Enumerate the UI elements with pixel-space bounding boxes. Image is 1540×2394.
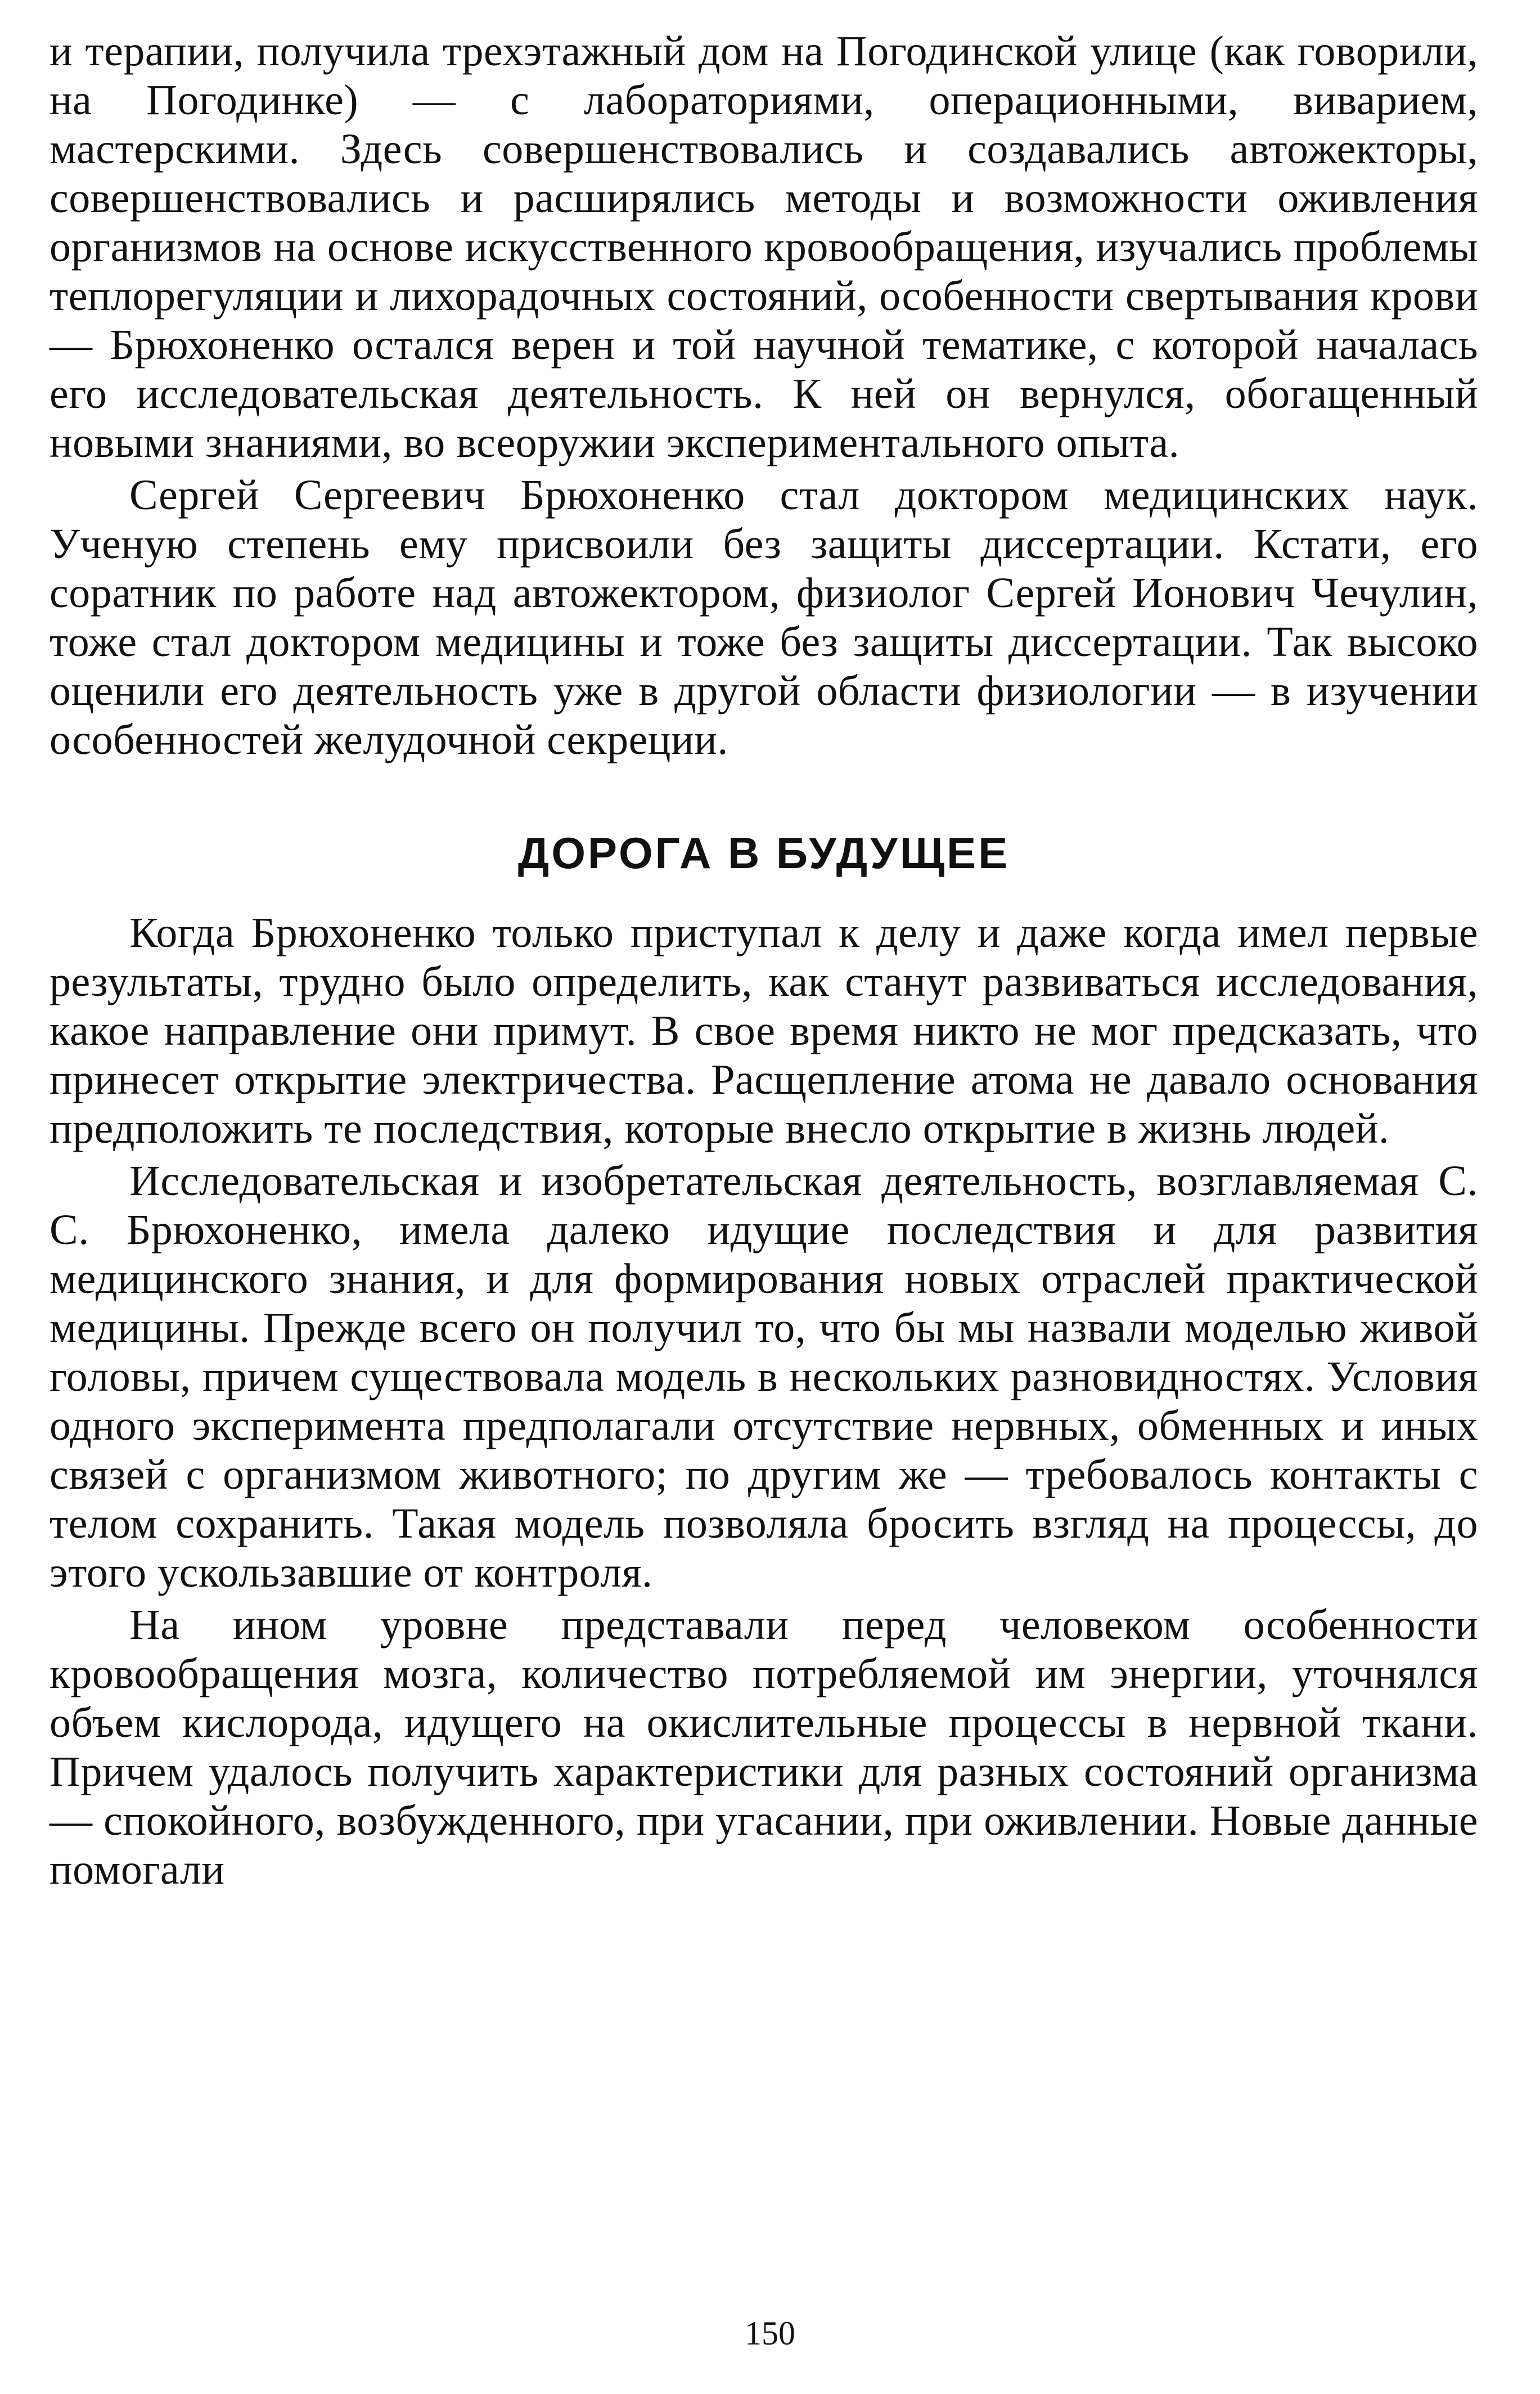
section-heading: ДОРОГА В БУДУЩЕЕ	[517, 828, 1010, 878]
page-number: 150	[745, 2315, 795, 2352]
paragraph-bryukhonenko-doctor: Сергей Сергеевич Брюхоненко стал доктором медицинских наук. Ученую степень ему присвоили без защиты диссертации. Кстати, его соратник по работе над автожектором, физиолог Сергей Ионович Чечулин, тоже стал доктором медицины и тоже без защиты диссертации. Так высоко оценили его деятельность уже в другой области физиологии — в изучении особенностей желудочной секреции.	[49, 471, 1478, 763]
paragraph-living-head-model: Исследовательская и изобретательская деятельность, возглавляемая С. С. Брюхоненко, имела далеко идущие последствия и для развития медицинского знания, и для формирования новых отраслей практической медицины. Прежде всего он получил то, что бы мы назвали моделью живой головы, причем существовала модель в нескольких разновидностях. Условия одного эксперимента предполагали отсутствие нервных, обменных и иных связей с организмом животного; по другим же — требовалось контакты с телом сохранить. Такая модель позволяла бросить взгляд на процессы, до этого ускользавшие от контроля.	[49, 1157, 1478, 1596]
book-page	[49, 27, 1478, 1894]
paragraph-future-research: Когда Брюхоненко только приступал к делу и даже когда имел первые результаты, трудно было определить, как станут развиваться исследования, какое направление они примут. В свое время никто не мог предсказать, что принесет открытие электричества. Расщепление атома не давало основания предположить те последствия, которые внесло открытие в жизнь людей.	[49, 909, 1478, 1152]
paragraph-brain-circulation: На ином уровне представали перед человеком особенности кровообращения мозга, количество потребляемой им энергии, уточнялся объем кислорода, идущего на окислительные процессы в нервной ткани. Причем удалось получить характеристики для разных состояний организма — спокойного, возбужденного, при угасании, при оживлении. Новые данные помогали	[49, 1601, 1478, 1893]
paragraph-continuation: и терапии, получила трехэтажный дом на Погодинской улице (как говорили, на Погодинке) — с лабораториями, операционными, виварием, мастерскими. Здесь совершенствовались и создавались автожекторы, совершенствовались и расширялись методы и возможности оживления организмов на основе искусственного кровообращения, изучались проблемы теплорегуляции и лихорадочных состояний, особенности свертывания крови — Брюхоненко остался верен и той научной тематике, с которой началась его исследовательская деятельность. К ней он вернулся, обогащенный новыми знаниями, во всеоружии экспериментального опыта.	[49, 28, 1478, 466]
